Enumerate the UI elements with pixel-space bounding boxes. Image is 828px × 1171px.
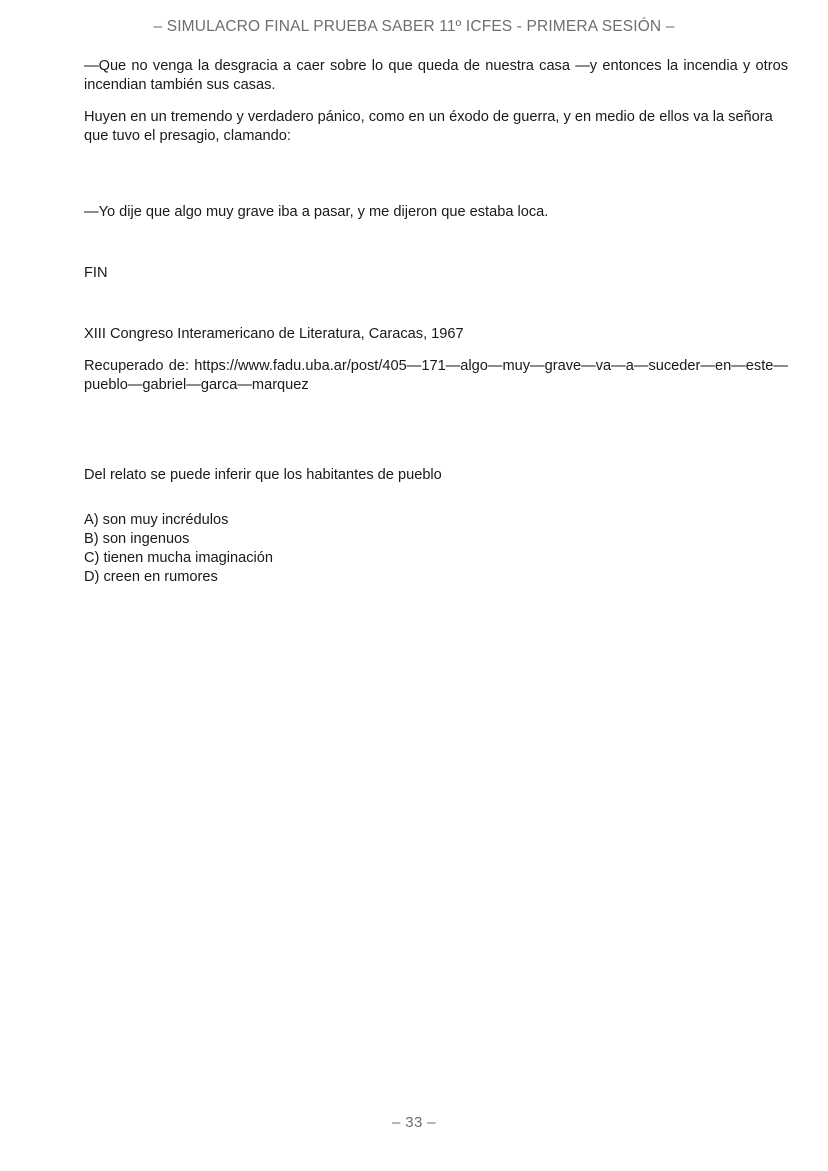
answer-option-b[interactable]: B) son ingenuos [84,530,190,547]
retrieval-url: Recuperado de: https://www.fadu.uba.ar/post/405—171—algo—muy—grave—va—a—suceder—en—este—pueblo—gabriel—garca—marquez [84,357,788,394]
spacer [84,96,788,108]
spacer [84,485,788,511]
page-number-footer: – 33 – [391,1114,437,1131]
story-paragraph-1: —Que no venga la desgracia a caer sobre lo que queda de nuestra casa —y entonces la incendia y otros incendian también sus casas. [84,58,788,94]
spacer [84,283,788,325]
running-header: – SIMULACRO FINAL PRUEBA SABER 11º ICFES - PRIMERA SESIÓN – [153,18,675,35]
spacer [84,147,788,203]
page-content [84,57,788,587]
answer-option-d[interactable]: D) creen en rumores [84,568,218,585]
answer-option-a[interactable]: A) son muy incrédulos [84,512,229,529]
spacer [84,222,788,264]
spacer [84,345,788,357]
story-paragraph-3: —Yo dije que algo muy grave iba a pasar, y me dijeron que estaba loca. [84,203,549,220]
spacer [84,396,788,466]
question-stem: Del relato se puede inferir que los habitantes de pueblo [84,466,442,483]
end-marker: FIN [84,265,108,282]
answer-options-list [84,511,788,587]
story-paragraph-2: Huyen en un tremendo y verdadero pánico, como en un éxodo de guerra, y en medio de ellos va la señora que tuvo el presagio, clamando: [84,108,773,145]
answer-option-c[interactable]: C) tienen mucha imaginación [84,549,274,566]
source-citation: XIII Congreso Interamericano de Literatura, Caracas, 1967 [84,326,464,343]
